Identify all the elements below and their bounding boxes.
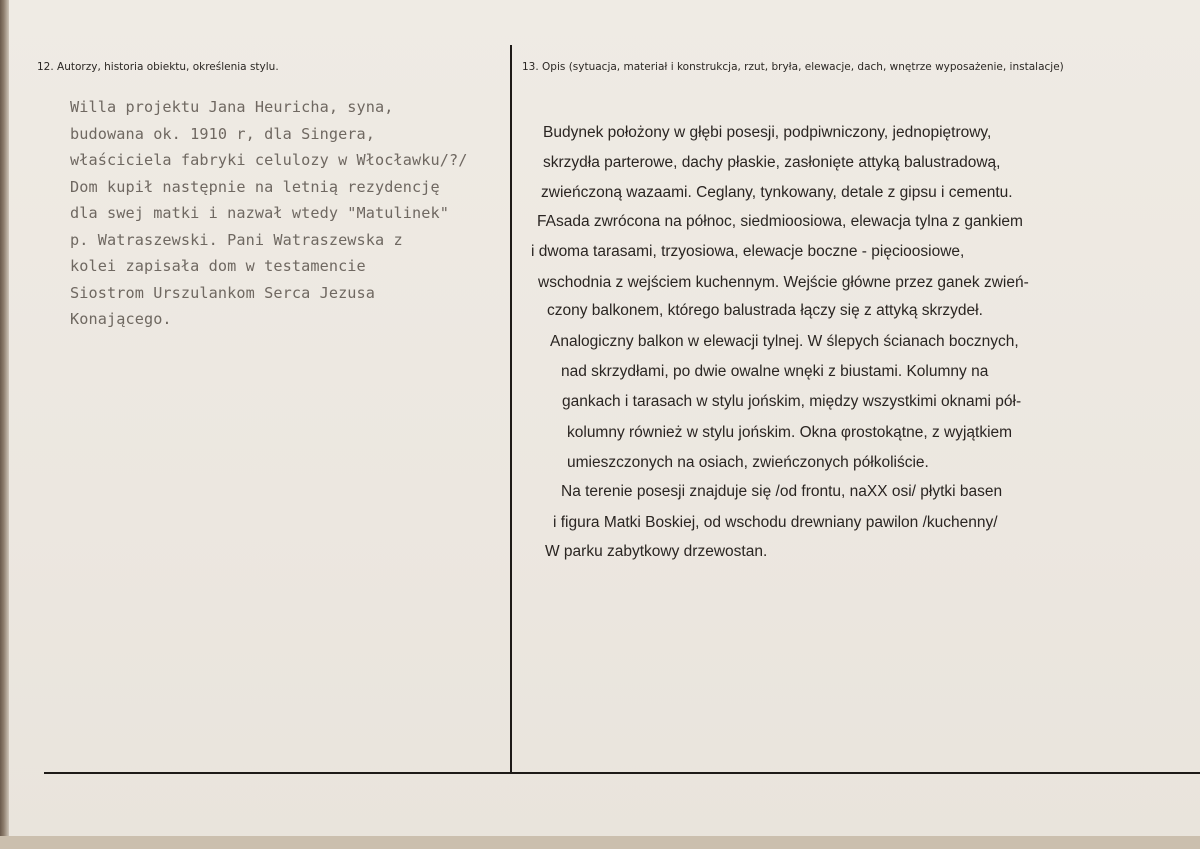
history-line: Willa projektu Jana Heuricha, syna, bbox=[70, 98, 394, 116]
description-line: czony balkonem, którego balustrada łączy się z attyką skrzydeł. bbox=[547, 302, 983, 319]
description-line: Na terenie posesji znajduje się /od frontu, naXX osi/ płytki basen bbox=[561, 483, 1003, 500]
history-line: budowana ok. 1910 r, dla Singera, bbox=[70, 124, 376, 143]
history-line: Siostrom Urszulankom Serca Jezusa bbox=[70, 283, 376, 302]
description-line: Budynek położony w głębi posesji, podpiwniczony, jednopiętrowy, bbox=[543, 124, 992, 141]
description-line: umieszczonych na osiach, zwieńczonych półkoliście. bbox=[567, 454, 929, 471]
paper-bottom-edge bbox=[0, 836, 1200, 849]
description-line: nad skrzydłami, po dwie owalne wnęki z biustami. Kolumny na bbox=[561, 363, 989, 380]
description-line: Analogiczny balkon w elewacji tylnej. W ślepych ścianach bocznych, bbox=[550, 333, 1019, 350]
history-line: właściciela fabryki celulozy w Włocławku/?/ bbox=[70, 151, 468, 169]
history-text bbox=[70, 94, 467, 333]
description-line: kolumny również w stylu jońskim. Okna φrostokątne, z wyjątkiem bbox=[567, 424, 1013, 441]
history-line: Dom kupił następnie na letnią rezydencję bbox=[70, 177, 440, 196]
field-12-header: 12. Autorzy, historia obiektu, określenia stylu. bbox=[37, 61, 279, 73]
description-line: W parku zabytkowy drzewostan. bbox=[545, 543, 768, 560]
bottom-rule bbox=[44, 772, 1200, 774]
history-line: Konającego. bbox=[70, 310, 172, 328]
description-line: gankach i tarasach w stylu jońskim, między wszystkimi oknami pół- bbox=[562, 393, 1022, 410]
description-line: zwieńczoną wazaami. Ceglany, tynkowany, detale z gipsu i cementu. bbox=[541, 184, 1013, 201]
history-line: p. Watraszewski. Pani Watraszewska z bbox=[70, 230, 403, 249]
description-line: i dwoma tarasami, trzyosiowa, elewacje boczne - pięcioosiowe, bbox=[531, 243, 965, 260]
history-line: dla swej matki i nazwał wtedy "Matulinek" bbox=[70, 204, 449, 222]
paper-edge bbox=[0, 0, 9, 849]
description-line: wschodnia z wejściem kuchennym. Wejście główne przez ganek zwień- bbox=[538, 274, 1029, 291]
description-line: FAsada zwrócona na północ, siedmioosiowa, elewacja tylna z gankiem bbox=[537, 213, 1023, 230]
history-line: kolei zapisała dom w testamencie bbox=[70, 257, 366, 275]
description-line: i figura Matki Boskiej, od wschodu drewniany pawilon /kuchenny/ bbox=[553, 514, 998, 531]
description-line: skrzydła parterowe, dachy płaskie, zasłonięte attyką balustradową, bbox=[543, 154, 1001, 171]
field-13-header: 13. Opis (sytuacja, materiał i konstrukcja, rzut, bryła, elewacje, dach, wnętrze wyposażenie, instalacje) bbox=[522, 61, 1064, 73]
column-divider bbox=[510, 45, 512, 773]
